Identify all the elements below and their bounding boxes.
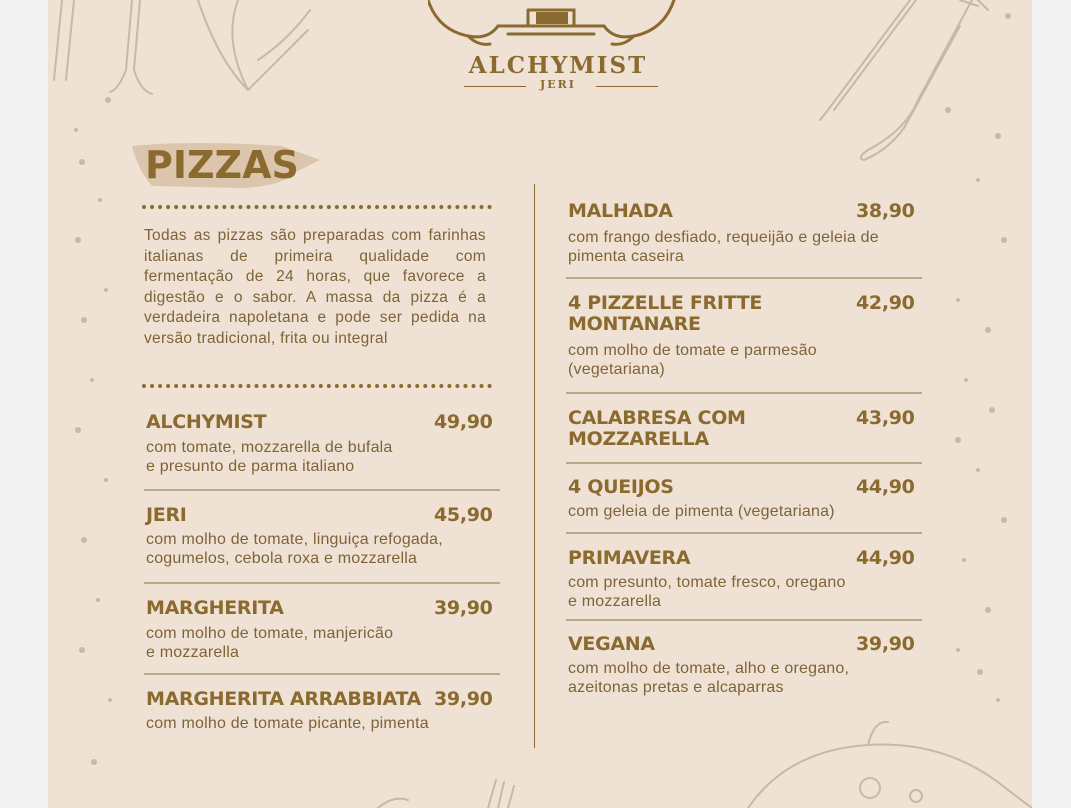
item-separator (144, 489, 500, 491)
brand-name: ALCHYMIST (468, 52, 648, 79)
decorative-illustrations (48, 0, 1032, 808)
menu-page (48, 0, 1032, 808)
dotted-divider-top (142, 205, 492, 209)
item-separator (566, 462, 922, 464)
item-description: com molho de tomate, alho e oregano, azeitonas pretas e alcaparras (568, 660, 850, 696)
item-separator (144, 673, 500, 675)
item-price: 38,90 (856, 200, 915, 222)
section-intro: Todas as pizzas são preparadas com farinhas italianas de primeira qualidade com fermentação de 24 horas, que favorece a digestão e o sabor. A massa da pizza é a verdadeira napoletana e pode ser pedida na versão tradicional, frita ou integral (144, 227, 486, 347)
brand-subtitle: JERI (540, 78, 576, 91)
crest-icon (428, 0, 688, 55)
column-divider (534, 184, 535, 748)
item-price: 39,90 (434, 688, 493, 710)
item-separator (566, 532, 922, 534)
item-separator (566, 619, 922, 621)
item-price: 44,90 (856, 476, 915, 498)
item-name: CALABRESA COM MOZZARELLA (568, 407, 746, 450)
item-name: MARGHERITA (146, 597, 284, 619)
brand-logo (428, 0, 688, 100)
item-description: com molho de tomate e parmesão (vegetariana) (568, 342, 817, 378)
item-description: com frango desfiado, requeijão e geleia de pimenta caseira (568, 229, 879, 265)
item-description: com tomate, mozzarella de bufala e presunto de parma italiano (146, 439, 393, 475)
item-price: 39,90 (856, 633, 915, 655)
item-name: MALHADA (568, 200, 673, 222)
item-price: 45,90 (434, 504, 493, 526)
item-name: VEGANA (568, 633, 655, 655)
item-description: com molho de tomate, linguiça refogada, cogumelos, cebola roxa e mozzarella (146, 531, 443, 567)
item-name: PRIMAVERA (568, 547, 691, 569)
item-description: com geleia de pimenta (vegetariana) (568, 503, 835, 520)
item-description: com molho de tomate picante, pimenta (146, 715, 429, 732)
item-name: 4 PIZZELLE FRITTE MONTANARE (568, 292, 763, 335)
section-title: PIZZAS (145, 143, 299, 187)
item-price: 49,90 (434, 411, 493, 433)
item-separator (566, 277, 922, 279)
item-price: 43,90 (856, 407, 915, 429)
item-price: 44,90 (856, 547, 915, 569)
item-name: 4 QUEIJOS (568, 476, 674, 498)
item-name: JERI (146, 504, 187, 526)
item-separator (566, 392, 922, 394)
item-price: 42,90 (856, 292, 915, 314)
item-description: com presunto, tomate fresco, oregano e mozzarella (568, 574, 846, 610)
item-separator (144, 582, 500, 584)
dotted-divider-bottom (142, 384, 492, 388)
item-name: ALCHYMIST (146, 411, 267, 433)
item-name: MARGHERITA ARRABBIATA (146, 688, 422, 710)
item-price: 39,90 (434, 597, 493, 619)
item-description: com molho de tomate, manjericão e mozzarella (146, 625, 394, 661)
